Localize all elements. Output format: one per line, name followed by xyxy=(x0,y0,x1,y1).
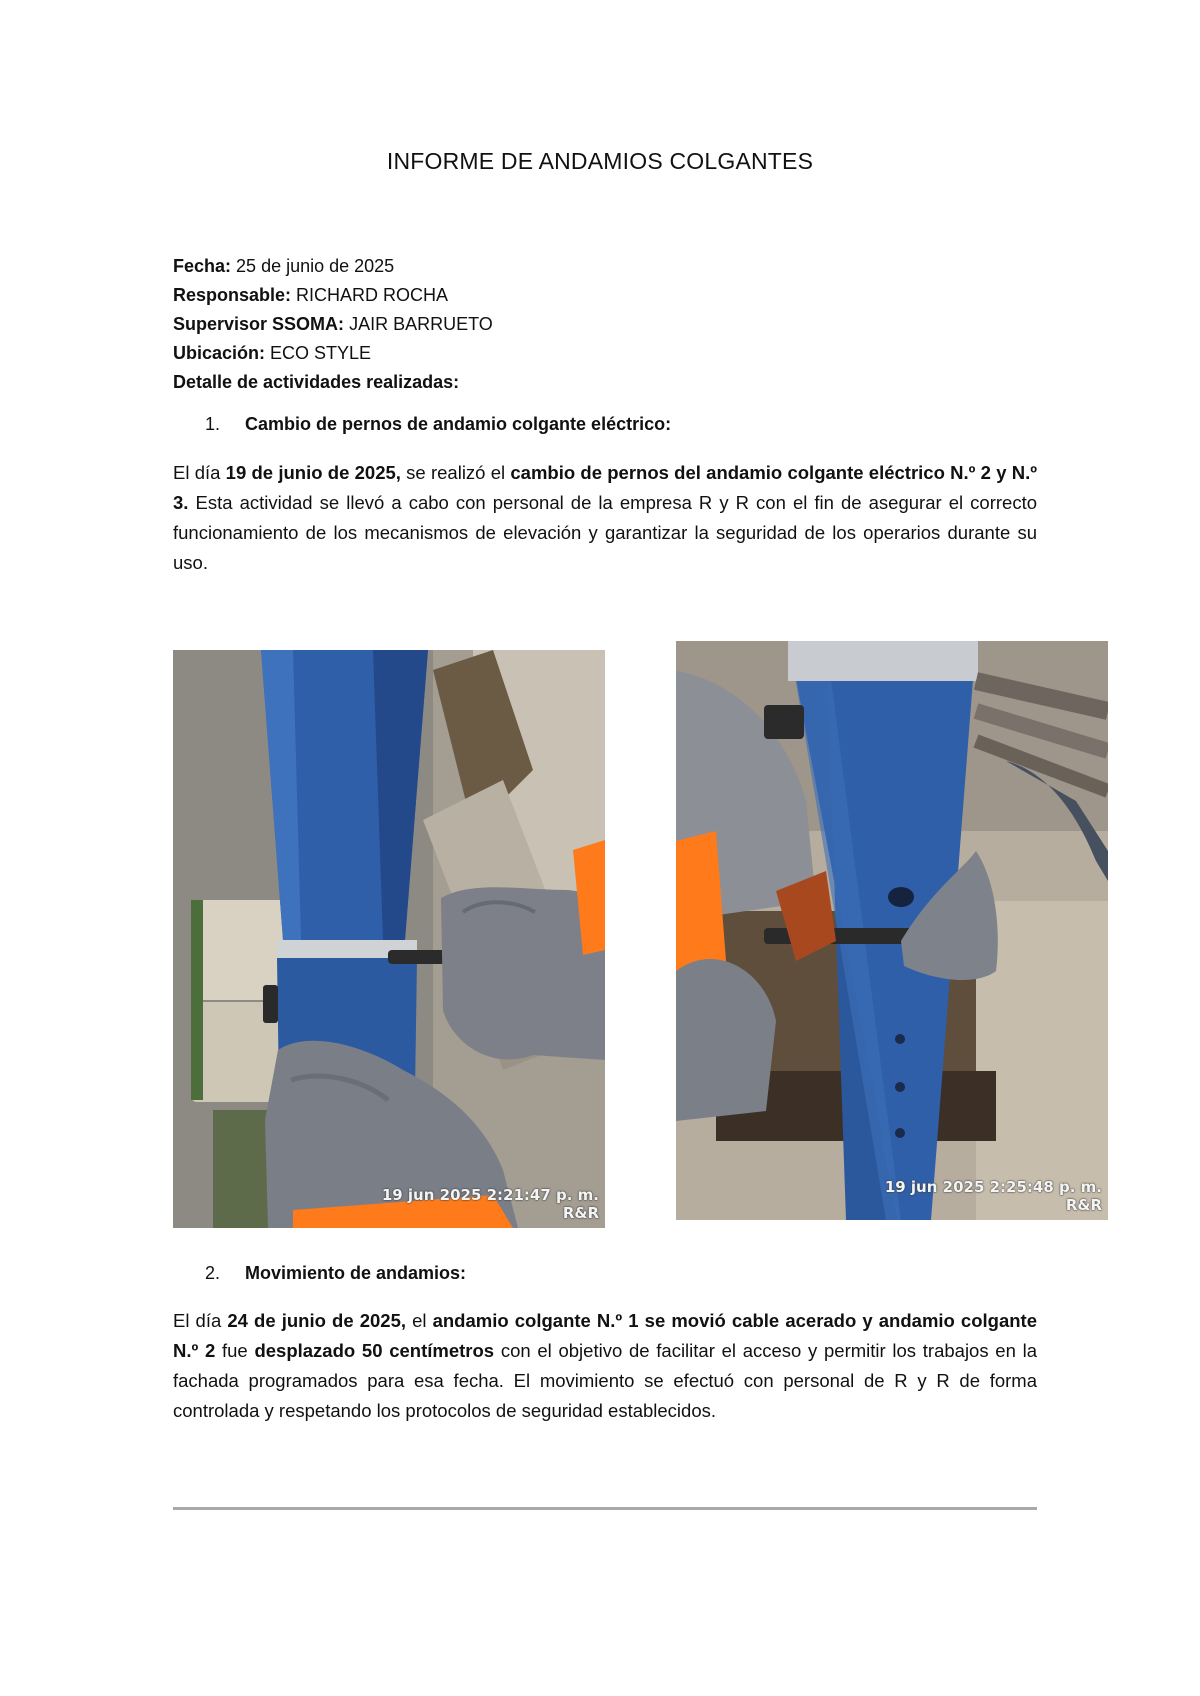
photo-bolt-replacement-1 xyxy=(173,650,605,1228)
footer-divider xyxy=(173,1507,1037,1510)
responsable-label: Responsable: xyxy=(173,285,292,305)
s2-rest: con el objetivo de facilitar el acceso y permitir los trabajos en la fachada programados para esa fecha. El movimiento se efectuó con personal de R y R de forma controlada y respetando los protocolos de seguridad establecidos. xyxy=(173,1340,1038,1421)
fecha-label: Fecha: xyxy=(173,256,232,276)
section-1-title: Cambio de pernos de andamio colgante eléctrico: xyxy=(245,414,672,434)
photo-1-company: R&R xyxy=(562,1204,599,1222)
detalle-line xyxy=(173,368,493,397)
section-1-heading xyxy=(205,414,671,435)
s1-rest: Esta actividad se llevó a cabo con personal de la empresa R y R con el fin de asegurar el correcto funcionamiento de los mecanismos de elevación y garantizar la seguridad de los operarios durante su uso. xyxy=(173,492,1037,573)
section-2-heading xyxy=(205,1263,466,1284)
s2-intro: El día xyxy=(173,1310,228,1331)
detalle-label: Detalle de actividades realizadas: xyxy=(173,372,460,392)
fecha-line xyxy=(173,252,493,281)
s2-date: 24 de junio de 2025, xyxy=(227,1310,406,1331)
section-2-paragraph xyxy=(173,1306,1037,1426)
photo-1-stamp xyxy=(382,1186,599,1222)
ubicacion-value: ECO STYLE xyxy=(270,343,372,363)
photo-2-illustration xyxy=(676,641,1108,1220)
photo-2-company: R&R xyxy=(1065,1196,1102,1214)
photo-1-illustration xyxy=(173,650,605,1228)
supervisor-label: Supervisor SSOMA: xyxy=(173,314,345,334)
photo-bolt-replacement-2 xyxy=(676,641,1108,1220)
section-2-title: Movimiento de andamios: xyxy=(245,1263,467,1283)
s1-date: 19 de junio de 2025, xyxy=(225,462,401,483)
responsable-line xyxy=(173,281,493,310)
supervisor-value: JAIR BARRUETO xyxy=(349,314,493,334)
s1-mid: se realizó el xyxy=(400,462,511,483)
s2-mid2: fue xyxy=(215,1340,255,1361)
fecha-value: 25 de junio de 2025 xyxy=(236,256,395,276)
page-title: INFORME DE ANDAMIOS COLGANTES xyxy=(386,148,814,174)
report-metadata xyxy=(173,252,493,397)
responsable-value: RICHARD ROCHA xyxy=(296,285,449,305)
ubicacion-line xyxy=(173,339,493,368)
s2-mid1: el xyxy=(406,1310,433,1331)
section-1-paragraph xyxy=(173,458,1037,578)
ubicacion-label: Ubicación: xyxy=(173,343,266,363)
s1-bold: cambio de pernos del andamio colgante eléctrico N.º 2 y N.º 3. xyxy=(173,462,1037,513)
photo-2-stamp xyxy=(885,1178,1102,1214)
s2-bold1: andamio colgante N.º 1 se movió cable acerado y andamio colgante N.º 2 xyxy=(173,1310,1037,1361)
s2-bold2: desplazado 50 centímetros xyxy=(254,1340,495,1361)
section-2-number: 2. xyxy=(205,1263,221,1283)
supervisor-line xyxy=(173,310,493,339)
section-1-number: 1. xyxy=(205,414,221,434)
photo-2-timestamp: 19 jun 2025 2:25:48 p. m. xyxy=(884,1178,1102,1196)
s1-intro: El día xyxy=(173,462,226,483)
photo-1-timestamp: 19 jun 2025 2:21:47 p. m. xyxy=(381,1186,599,1204)
